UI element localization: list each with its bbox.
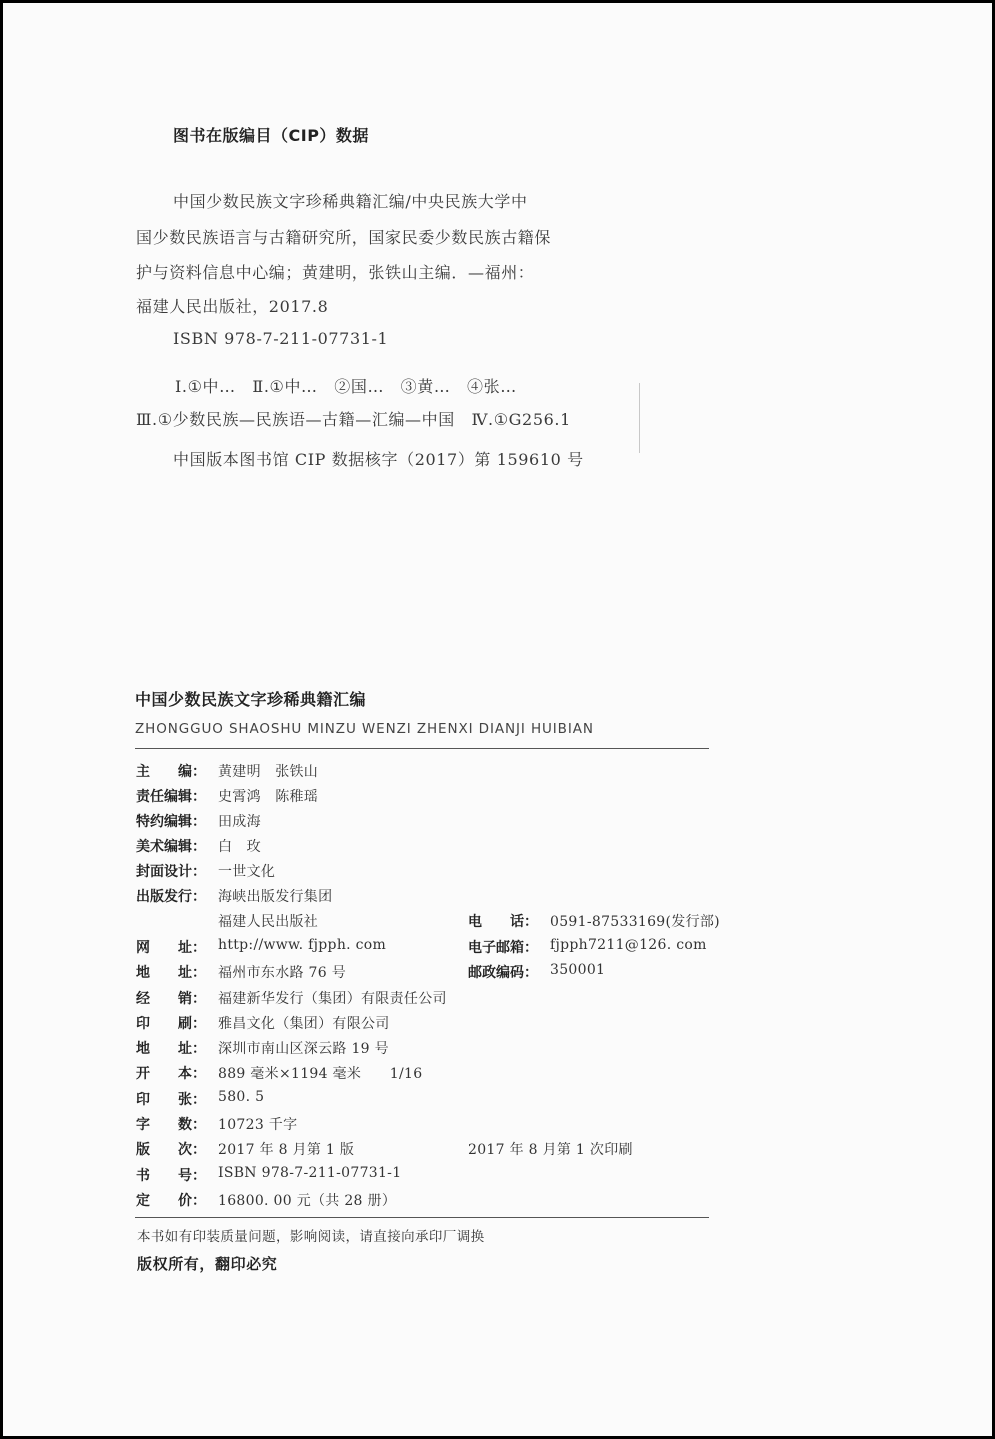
postcode-label: 邮政编码： xyxy=(468,965,538,981)
top-rule xyxy=(135,748,709,749)
responsible-editor-value: 史霄鸿 陈稚瑶 xyxy=(218,789,319,805)
printer-value: 雅昌文化（集团）有限公司 xyxy=(218,1016,390,1032)
phone-value: 0591-87533169(发行部) xyxy=(550,914,720,930)
cip-line-4: 福建人民出版社，2017.8 xyxy=(136,297,329,316)
edition-label: 版 次： xyxy=(136,1142,206,1158)
special-editor-label: 特约编辑： xyxy=(136,814,206,830)
book-title-pinyin: ZHONGGUO SHAOSHU MINZU WENZI ZHENXI DIANJI HUIBIAN xyxy=(135,721,594,737)
art-editor-label: 美术编辑： xyxy=(136,839,206,855)
bottom-rule xyxy=(135,1217,709,1218)
copyright-notice: 版权所有，翻印必究 xyxy=(137,1255,278,1273)
cip-heading: 图书在版编目（CIP）数据 xyxy=(173,126,369,145)
publisher-value: 福建人民出版社 xyxy=(218,914,319,930)
printer-address-label: 地 址： xyxy=(136,1041,206,1057)
website-value: http://www. fjpph. com xyxy=(218,937,387,953)
sheets-label: 印 张： xyxy=(136,1092,206,1108)
cip-line-3: 护与资料信息中心编；黄建明，张铁山主编．—福州： xyxy=(136,263,535,282)
cip-line-isbn: ISBN 978-7-211-07731-1 xyxy=(173,329,389,348)
email-label: 电子邮箱： xyxy=(468,940,538,956)
book-title-chinese: 中国少数民族文字珍稀典籍汇编 xyxy=(135,690,367,709)
website-label: 网 址： xyxy=(136,940,206,956)
postcode-value: 350001 xyxy=(550,962,606,978)
isbn-value: ISBN 978-7-211-07731-1 xyxy=(218,1165,402,1181)
quality-note: 本书如有印装质量问题，影响阅读，请直接向承印厂调换 xyxy=(137,1229,485,1245)
cip-line-classification-2: Ⅲ.①少数民族—民族语—古籍—汇编—中国 Ⅳ.①G256.1 xyxy=(136,410,571,429)
address-label: 地 址： xyxy=(136,965,206,981)
copyright-page xyxy=(3,3,992,1436)
printer-label: 印 刷： xyxy=(136,1016,206,1032)
format-value: 889 毫米×1194 毫米 1/16 xyxy=(218,1066,423,1082)
address-value: 福州市东水路 76 号 xyxy=(218,965,347,981)
distributor-value: 福建新华发行（集团）有限责任公司 xyxy=(218,991,447,1007)
special-editor-value: 田成海 xyxy=(218,814,261,830)
publisher-group-value: 海峡出版发行集团 xyxy=(218,889,333,905)
printer-address-value: 深圳市南山区深云路 19 号 xyxy=(218,1041,389,1057)
cover-design-label: 封面设计： xyxy=(136,864,206,880)
phone-label: 电 话： xyxy=(468,914,538,930)
word-count-value: 10723 千字 xyxy=(218,1117,298,1133)
printing-value: 2017 年 8 月第 1 次印刷 xyxy=(468,1142,633,1158)
scan-edge-mark xyxy=(639,383,640,453)
chief-editor-label: 主 编： xyxy=(136,764,206,780)
cip-line-2: 国少数民族语言与古籍研究所，国家民委少数民族古籍保 xyxy=(136,228,552,247)
distributor-label: 经 销： xyxy=(136,991,206,1007)
cip-line-record-number: 中国版本图书馆 CIP 数据核字（2017）第 159610 号 xyxy=(173,450,584,469)
email-value: fjpph7211@126. com xyxy=(550,937,707,953)
sheets-value: 580. 5 xyxy=(218,1089,265,1105)
art-editor-value: 白 玫 xyxy=(218,839,261,855)
publisher-label: 出版发行： xyxy=(136,889,206,905)
word-count-label: 字 数： xyxy=(136,1117,206,1133)
price-label: 定 价： xyxy=(136,1193,206,1209)
isbn-label: 书 号： xyxy=(136,1168,206,1184)
edition-value: 2017 年 8 月第 1 版 xyxy=(218,1142,355,1158)
price-value: 16800. 00 元（共 28 册） xyxy=(218,1193,397,1209)
chief-editor-value: 黄建明 张铁山 xyxy=(218,764,319,780)
format-label: 开 本： xyxy=(136,1066,206,1082)
responsible-editor-label: 责任编辑： xyxy=(136,789,206,805)
cip-line-1: 中国少数民族文字珍稀典籍汇编/中央民族大学中 xyxy=(173,192,528,211)
cip-line-classification-1: Ⅰ.①中… Ⅱ.①中… ②国… ③黄… ④张… xyxy=(175,377,517,396)
cover-design-value: 一世文化 xyxy=(218,864,276,880)
